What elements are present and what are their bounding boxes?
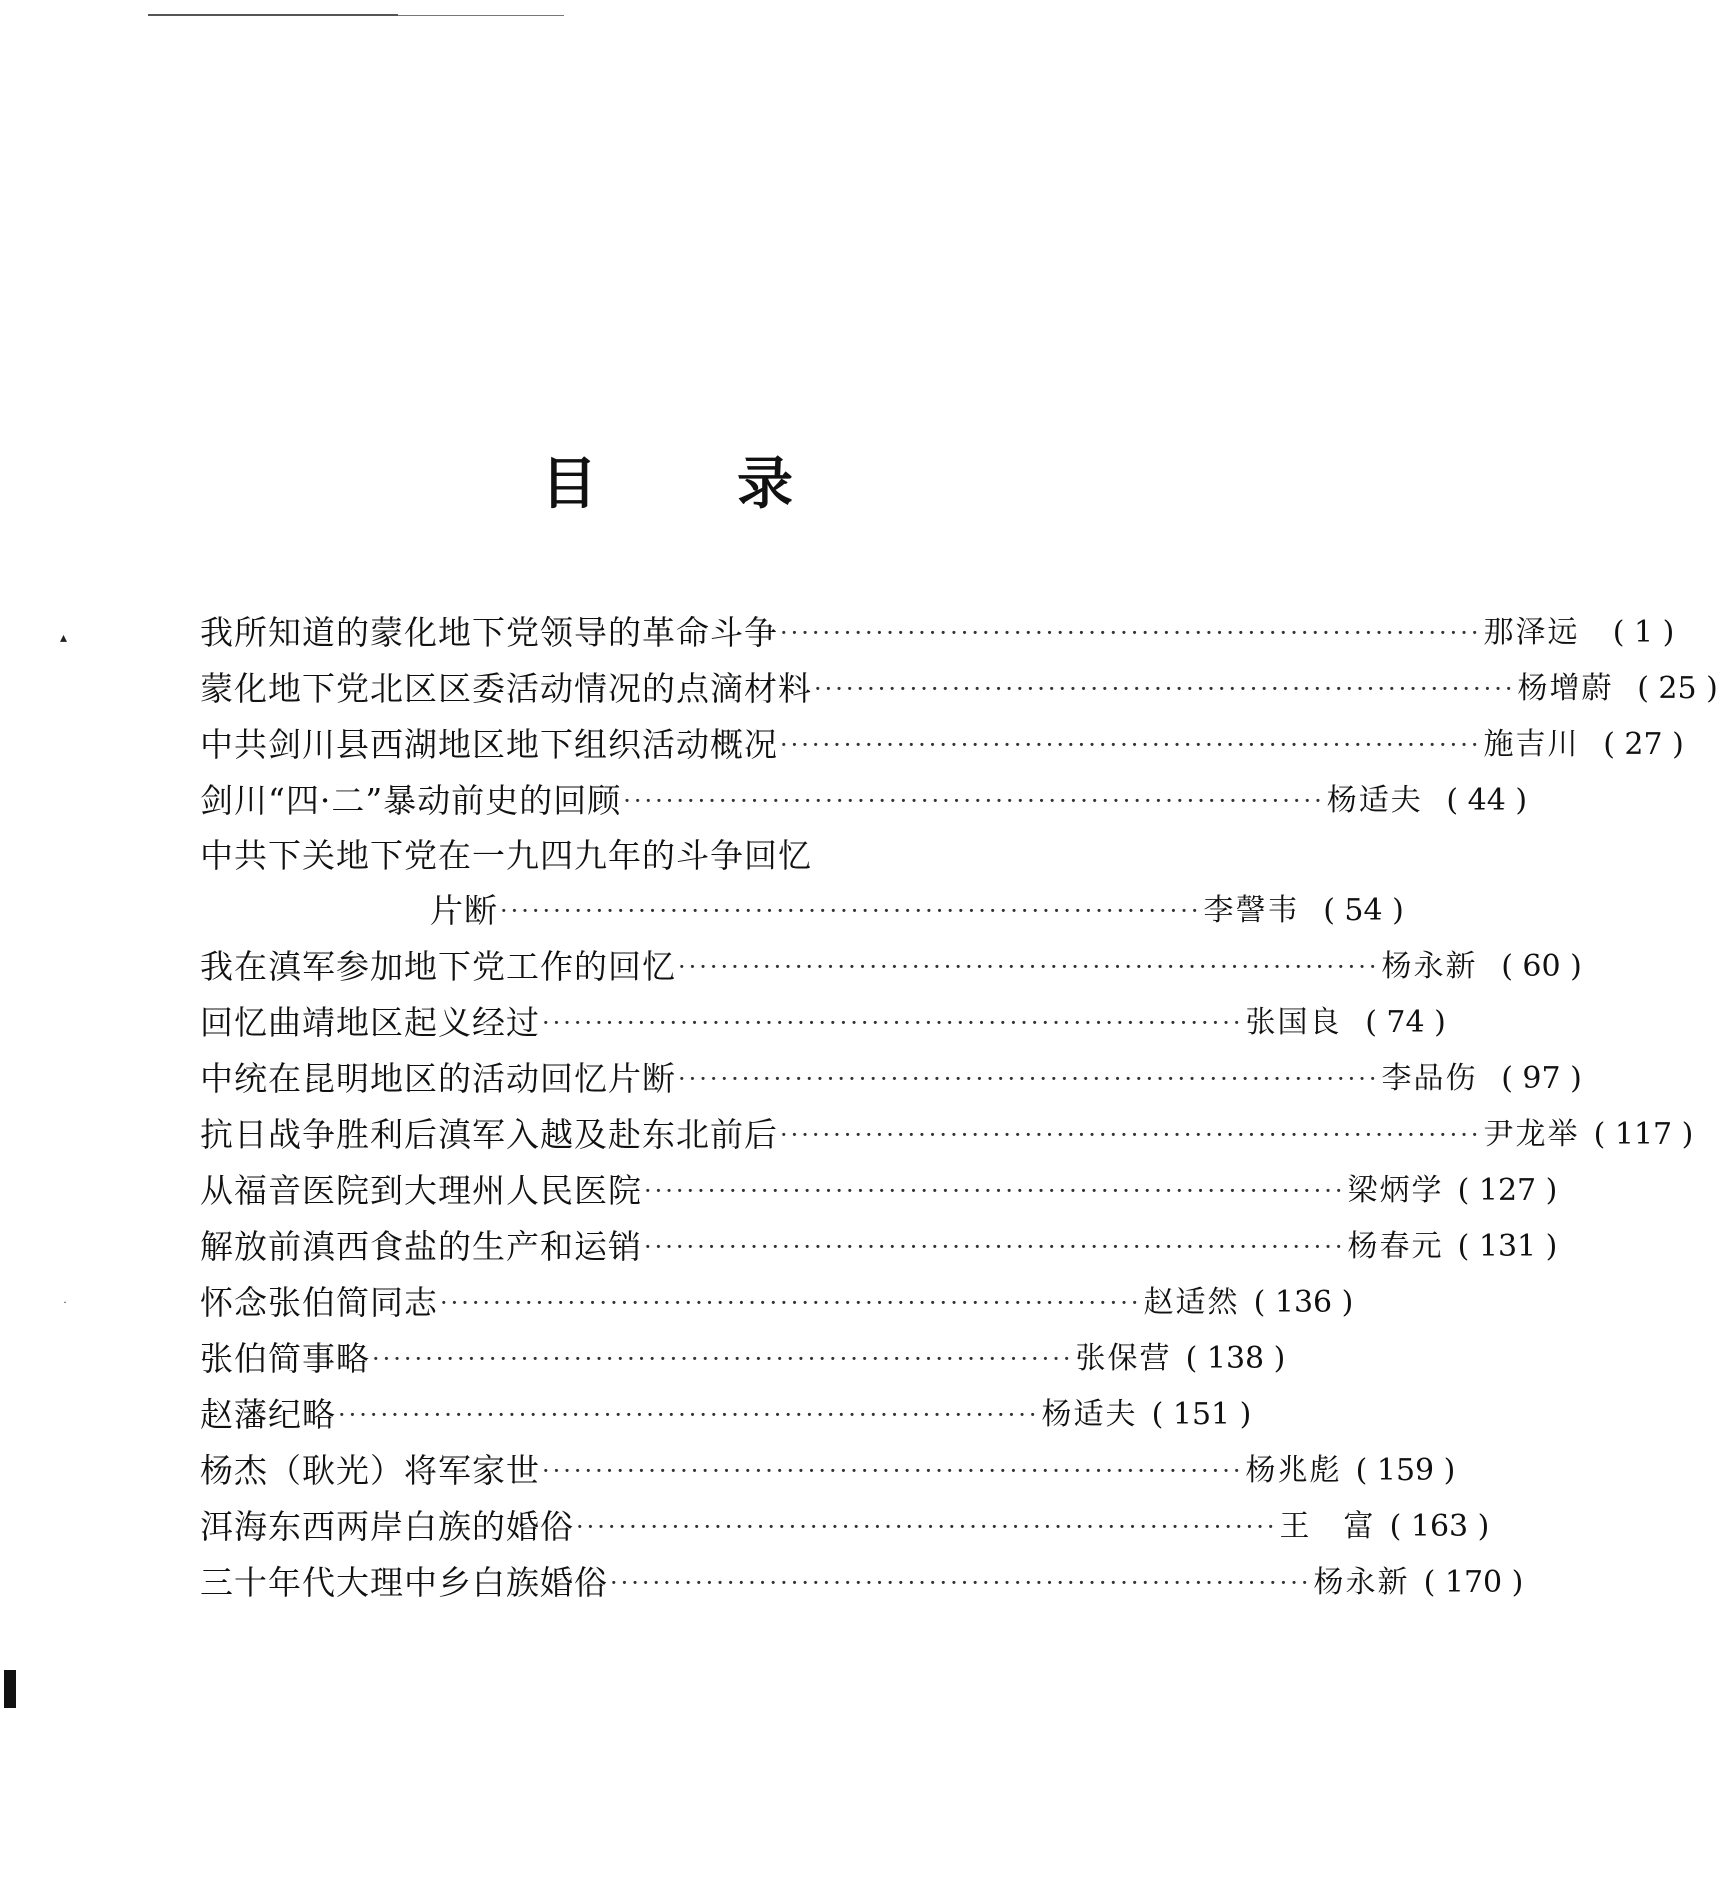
toc-entry [200,605,1675,661]
leader-dots: ·································································· [644,1177,1346,1205]
toc-entry-page: ( 163 ) [1389,1509,1490,1544]
toc-entry-title: 张伯简事略 [200,1339,370,1378]
toc-entry [200,717,1684,773]
toc-entry-author: 杨永新 [1381,949,1478,984]
top-rule [148,14,398,16]
toc-entry [200,1443,1456,1499]
toc-entry-title: 我所知道的蒙化地下党领导的革命斗争 [200,613,778,652]
toc-entry-title: 中共下关地下党在一九四九年的斗争回忆 [200,836,812,875]
leader-dots: ·································································· [338,1401,1040,1429]
toc-entry-page: ( 25 ) [1637,671,1718,706]
binding-mark [4,1670,16,1708]
leader-dots: ·································································· [780,1121,1482,1149]
toc-entry [200,1051,1582,1107]
toc-entry-page: ( 1 ) [1612,615,1675,650]
leader-dots: ·································································· [542,1009,1244,1037]
toc-entry-page: ( 44 ) [1446,783,1528,818]
toc-entry [200,829,1200,883]
toc-entry-page: ( 74 ) [1365,1005,1446,1040]
toc-entry-author: 李謦韦 [1203,893,1300,928]
toc-entry-page: ( 151 ) [1151,1397,1252,1432]
toc-entry-title: 三十年代大理中乡白族婚俗 [200,1563,608,1602]
leader-dots: ·································································· [623,787,1325,815]
toc-entry-page: ( 136 ) [1253,1285,1354,1320]
toc-entry [200,1107,1694,1163]
toc-entry [200,1555,1524,1611]
toc-entry-page: ( 138 ) [1185,1341,1286,1376]
toc-entry [200,1331,1286,1387]
scan-speck: ▴ [60,630,68,646]
scan-speck: ˙ [62,1300,68,1314]
toc-entry-title: 回忆曲靖地区起义经过 [200,1003,540,1042]
toc-entry [200,995,1446,1051]
toc-entry-page: ( 131 ) [1457,1229,1558,1264]
toc-entry-author: 那泽远 [1483,615,1580,650]
toc-entry-title: 抗日战争胜利后滇军入越及赴东北前后 [200,1115,778,1154]
table-of-contents [200,605,1718,1611]
top-rule-thin [398,15,564,16]
toc-entry [200,939,1582,995]
toc-entry [200,1219,1558,1275]
toc-entry-page: ( 159 ) [1355,1453,1456,1488]
page-title-char-1: 目 [541,451,597,517]
toc-entry [200,661,1718,717]
toc-entry-title: 中统在昆明地区的活动回忆片断 [200,1059,676,1098]
toc-entry-title: 洱海东西两岸白族的婚俗 [200,1507,574,1546]
toc-entry-author: 杨适夫 [1326,783,1423,818]
toc-entry-page: ( 27 ) [1603,727,1684,762]
page-title [0,440,1334,520]
toc-entry-title: 赵藩纪略 [200,1395,336,1434]
leader-dots: ·································································· [372,1345,1074,1373]
toc-entry-author: 杨增蔚 [1517,671,1614,706]
toc-entry-title: 中共剑川县西湖地区地下组织活动概况 [200,725,778,764]
leader-dots: ·································································· [576,1513,1278,1541]
toc-entry-page: ( 60 ) [1501,949,1582,984]
leader-dots: ·································································· [644,1233,1346,1261]
toc-entry-title: 怀念张伯简同志 [200,1283,438,1322]
leader-dots: ·································································· [678,1065,1380,1093]
toc-entry [200,1499,1490,1555]
toc-entry-title: 蒙化地下党北区区委活动情况的点滴材料 [200,669,812,708]
leader-dots: ·································································· [500,897,1202,925]
toc-entry-page: ( 117 ) [1593,1117,1694,1152]
leader-dots: ·································································· [678,953,1380,981]
toc-entry-title: 片断 [430,891,498,930]
toc-entry-title: 我在滇军参加地下党工作的回忆 [200,947,676,986]
toc-entry-author: 杨兆彪 [1245,1453,1342,1488]
toc-entry-author: 张保营 [1075,1341,1172,1376]
toc-entry-author: 杨春元 [1347,1229,1444,1264]
toc-entry-author: 杨永新 [1313,1565,1410,1600]
toc-entry [200,773,1528,829]
toc-entry [200,1275,1354,1331]
toc-entry-page: ( 127 ) [1457,1173,1558,1208]
toc-entry-author: 杨适夫 [1041,1397,1138,1432]
toc-entry-page: ( 54 ) [1323,893,1404,928]
leader-dots: ·································································· [542,1457,1244,1485]
toc-entry-author: 梁炳学 [1347,1173,1444,1208]
toc-entry-continued [200,883,1404,939]
toc-entry-title: 杨杰（耿光）将军家世 [200,1451,540,1490]
toc-entry-author: 尹龙举 [1483,1117,1580,1152]
toc-entry-title: 从福音医院到大理州人民医院 [200,1171,642,1210]
toc-entry [200,1163,1558,1219]
leader-dots: ·································································· [814,675,1516,703]
toc-entry-author: 赵适然 [1143,1285,1240,1320]
toc-entry-title: 解放前滇西食盐的生产和运销 [200,1227,642,1266]
leader-dots: ·································································· [780,731,1482,759]
page-title-char-2: 录 [737,451,793,517]
leader-dots: ·································································· [610,1569,1312,1597]
toc-entry-title: 剑川“四·二”暴动前史的回顾 [200,781,622,820]
toc-entry-page: ( 170 ) [1423,1565,1524,1600]
toc-entry-author: 施吉川 [1483,727,1580,762]
toc-entry-author: 李品伤 [1381,1061,1478,1096]
leader-dots: ·································································· [780,619,1482,647]
toc-entry-author: 王 富 [1279,1509,1376,1544]
toc-entry-author: 张国良 [1245,1005,1342,1040]
toc-entry [200,1387,1252,1443]
toc-entry-page: ( 97 ) [1501,1061,1582,1096]
leader-dots: ·································································· [440,1289,1142,1317]
